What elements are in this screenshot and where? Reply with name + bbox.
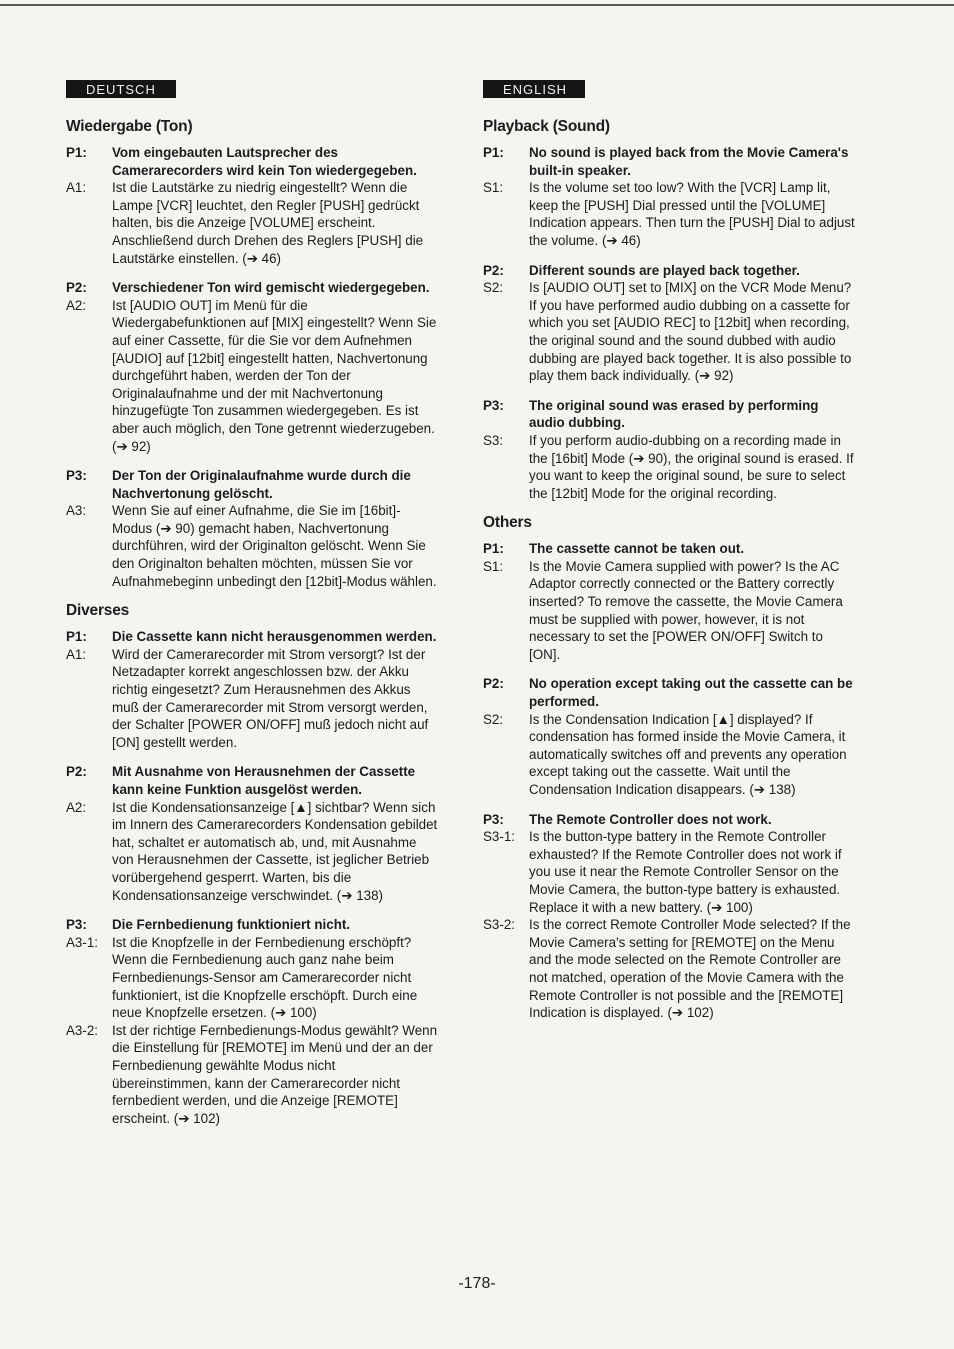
language-label-deutsch: DEUTSCH xyxy=(66,80,176,98)
answer-text: Wird der Camerarecorder mit Strom versorgt? Ist der Netzadapter korrekt angeschlossen bzw. der Akku richtig eingesetzt? Zum Herausnehmen des Akkus muß der Camerarecorder mit Strom versorgt werden, der Schalter [POWER ON/OFF] muß jedoch nicht auf [ON] gestellt werden. xyxy=(112,646,429,750)
question-label: P3: xyxy=(66,917,87,933)
answer-label: S3: xyxy=(483,432,504,448)
question-label: P1: xyxy=(66,629,87,645)
qa-item xyxy=(66,144,438,267)
qa-item xyxy=(66,279,438,455)
answer-label: S2: xyxy=(483,711,504,727)
question-label: P1: xyxy=(483,541,504,557)
qa-item xyxy=(66,916,438,1127)
question-label: P1: xyxy=(66,145,87,160)
answer-label: A3-1: xyxy=(66,934,99,950)
answer-label: S1: xyxy=(483,558,504,574)
question-text: Verschiedener Ton wird gemischt wiedergegeben. xyxy=(112,280,430,296)
question-text: No sound is played back from the Movie Camera's built-in speaker. xyxy=(529,145,849,178)
section-title-others: Others xyxy=(483,514,532,532)
qa-item xyxy=(66,467,438,590)
question-label: P2: xyxy=(66,280,87,296)
question-text: The cassette cannot be taken out. xyxy=(529,541,745,557)
question-label: P2: xyxy=(66,764,87,780)
answer-label: S3-2: xyxy=(483,917,516,933)
qa-item xyxy=(66,628,438,751)
answer-text: Is the correct Remote Controller Mode selected? If the Movie Camera's setting for [REMOTE] on the Menu and the mode selected on the Remote Controller are not matched, operation of the Movie Camera with the Remote Controller is not possible and the [REMOTE] Indication is displayed. (➔ 102) xyxy=(529,917,851,1021)
answer-text: Is the volume set too low? With the [VCR] Lamp lit, keep the [PUSH] Dial pressed until the [VOLUME] Indication appears. Then turn the [PUSH] Dial to adjust the volume. (➔ 46) xyxy=(529,180,855,248)
top-rule xyxy=(0,4,954,6)
question-text: Mit Ausnahme von Herausnehmen der Cassette kann keine Funktion ausgelöst werden. xyxy=(112,764,416,797)
language-label-english: ENGLISH xyxy=(483,80,585,98)
question-text: Vom eingebauten Lautsprecher des Camerarecorders wird kein Ton wiedergegeben. xyxy=(112,145,417,178)
answer-label: A2: xyxy=(66,297,87,313)
question-text: Different sounds are played back together. xyxy=(529,262,800,278)
qa-item xyxy=(483,144,855,250)
answer-text: Ist die Lautstärke zu niedrig eingestellt? Wenn die Lampe [VCR] leuchtet, den Regler [PUSH] gedrückt halten, bis die Anzeige [VOLUME] erscheint. Anschließend durch Drehen des Reglers [PUSH] die Lautstärke einstellen. (➔ 46) xyxy=(112,180,424,266)
answer-label: A1: xyxy=(66,646,87,662)
answer-text: Ist die Knopfzelle in der Fernbedienung erschöpft? Wenn die Fernbedienung auch ganz nahe beim Fernbedienungs-Sensor am Camerarecorder nicht funktioniert, ist die Knopfzelle erschöpft. Durch eine neue Knopfzelle ersetzen. (➔ 100) xyxy=(112,934,418,1021)
answer-label: A1: xyxy=(66,180,87,196)
question-text: Die Cassette kann nicht herausgenommen werden. xyxy=(112,629,437,645)
answer-label: A3: xyxy=(66,503,87,519)
qa-item xyxy=(483,262,855,385)
column-deutsch xyxy=(66,80,438,1139)
column-english xyxy=(483,80,855,1034)
answer-text: Is the Movie Camera supplied with power? Is the AC Adaptor correctly connected or the Battery correctly inserted? To remove the cassette, the Movie Camera must be supplied with power, however, it is not necessary to set the [POWER ON/OFF] Switch to [ON]. xyxy=(529,558,843,662)
answer-text: Wenn Sie auf einer Aufnahme, die Sie im [16bit]-Modus (➔ 90) gemacht haben, Nachvertonung durchführen, wird der Originalton gelöscht. Wenn Sie den Originalton behalten möchten, müssen Sie vor Aufnahmebeginn unbedingt den [12bit]-Modus wählen. xyxy=(112,503,437,589)
answer-text: If you perform audio-dubbing on a recording made in the [16bit] Mode (➔ 90), the original sound is erased. If you want to keep the original sound, be sure to select the [12bit] Mode for the original recording. xyxy=(529,432,854,501)
question-label: P2: xyxy=(483,676,504,692)
qa-item xyxy=(66,763,438,904)
qa-item xyxy=(483,811,855,1022)
answer-label: A2: xyxy=(66,799,87,815)
page-number: -178- xyxy=(458,1275,496,1292)
question-text: Der Ton der Originalaufnahme wurde durch die Nachvertonung gelöscht. xyxy=(112,468,411,501)
answer-text: Is the Condensation Indication [▲] displayed? If condensation has formed inside the Movie Camera, it automatically switches off and prevents any operation except taking out the cassette. Wait until the Condensation Indication disappears. (➔ 138) xyxy=(529,711,847,797)
question-label: P2: xyxy=(483,262,504,278)
section-title-wiedergabe: Wiedergabe (Ton) xyxy=(66,118,193,135)
question-text: Die Fernbedienung funktioniert nicht. xyxy=(112,917,351,933)
answer-label: S1: xyxy=(483,180,504,196)
answer-label: A3-2: xyxy=(66,1022,99,1038)
question-text: No operation except taking out the cassette can be performed. xyxy=(529,676,853,710)
section-title-diverses: Diverses xyxy=(66,602,130,620)
answer-label: S2: xyxy=(483,280,504,296)
answer-text: Ist der richtige Fernbedienungs-Modus gewählt? Wenn die Einstellung für [REMOTE] im Menü und der an der Fernbedienung gewählte Modus nicht übereinstimmen, kann der Camerarecorder nicht fernbedient werden, und die Anzeige [REMOTE] erscheint. (➔ 102) xyxy=(112,1022,438,1126)
question-label: P3: xyxy=(66,468,87,484)
answer-text: Is [AUDIO OUT] set to [MIX] on the VCR Mode Menu? If you have performed audio dubbing on a cassette for which you set [AUDIO REC] to [12bit] when recording, the original sound and the sound dubbed with audio dubbing are played back together. It is also possible to play them back individually. (➔ 92) xyxy=(529,280,852,384)
answer-text: Ist die Kondensationsanzeige [▲] sichtbar? Wenn sich im Innern des Camerarecorders Kondensation gebildet hat, schaltet er automatisch ab, und, mit Ausnahme von Herausnehmen der Cassette, ist jeglicher Betrieb vorübergehend gesperrt. Warten, bis die Kondensationsanzeige verschwindet. (➔ 138) xyxy=(112,799,438,903)
answer-label: S3-1: xyxy=(483,829,516,845)
answer-text: Is the button-type battery in the Remote Controller exhausted? If the Remote Controller does not work if you use it near the Remote Controller Sensor on the Movie Camera, the button-type battery is exhausted. Replace it with a new battery. (➔ 100) xyxy=(529,829,842,915)
question-label: P3: xyxy=(483,811,504,827)
question-text: The Remote Controller does not work. xyxy=(529,811,772,827)
section-title-playback: Playback (Sound) xyxy=(483,118,610,135)
question-text: The original sound was erased by performing audio dubbing. xyxy=(529,397,819,431)
qa-item xyxy=(483,675,855,798)
question-label: P1: xyxy=(483,145,504,160)
qa-item xyxy=(483,397,855,503)
answer-text: Ist [AUDIO OUT] im Menü für die Wiedergabefunktionen auf [MIX] eingestellt? Wenn Sie auf einer Cassette, für die Sie vor dem Aufnehmen [AUDIO] auf [12bit] eingestellt hatten, Nachvertonung durchgeführt haben, werden der Ton der Originalaufnahme und der mit Nachvertonung hinzugefügte Ton zusammen wiedergegeben. Es ist aber auch möglich, den Tone getrennt wiederzugeben. (➔ 92) xyxy=(112,297,437,454)
qa-item xyxy=(483,540,855,663)
question-label: P3: xyxy=(483,397,504,413)
